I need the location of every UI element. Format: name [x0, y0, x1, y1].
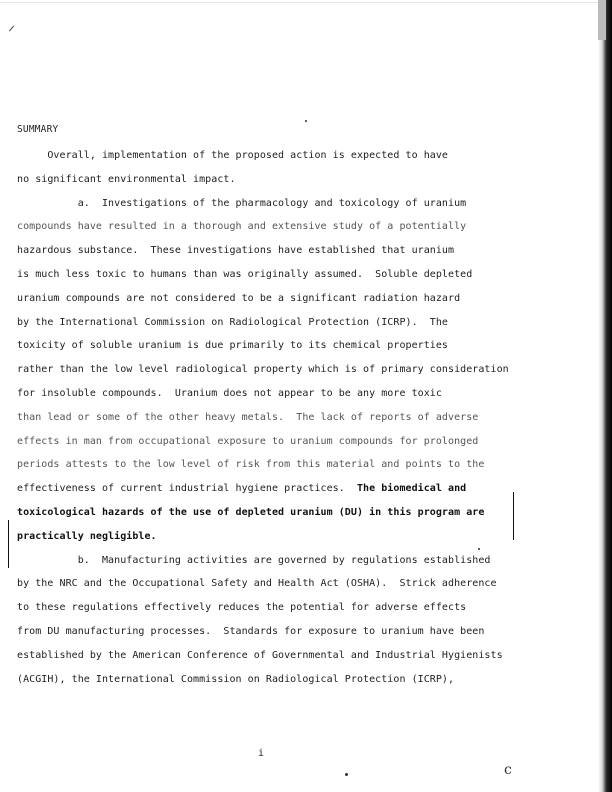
- scan-speck: [478, 548, 480, 550]
- text-line: Overall, implementation of the proposed action is expected to have: [17, 150, 449, 161]
- scan-speck: [305, 120, 307, 122]
- text-line: by the NRC and the Occupational Safety and Health Act (OSHA). Strick adherence: [17, 578, 497, 590]
- scan-edge-shadow: [598, 0, 612, 792]
- text-line: from DU manufacturing processes. Standards for exposure to uranium have been: [17, 626, 485, 637]
- text-line: no significant environmental impact.: [17, 173, 236, 185]
- text-line: effects in man from occupational exposure to uranium compounds for prolonged: [17, 435, 479, 447]
- text-line: practically negligible.: [17, 530, 157, 542]
- text-line: compounds have resulted in a thorough and extensive study of a potentially: [17, 221, 467, 233]
- text-line: a. Investigations of the pharmacology and toxicology of uranium: [17, 197, 467, 209]
- scan-top-rule: [0, 2, 598, 3]
- text-line-plain: effectiveness of current industrial hygiene practices.: [17, 483, 357, 495]
- scan-speck: [345, 773, 348, 776]
- text-line: hazardous substance. These investigations have established that uranium: [17, 245, 455, 257]
- scan-edge-top: [598, 0, 606, 40]
- text-line: rather than the low level radiological property which is of primary consideration: [17, 364, 509, 376]
- margin-bracket-right: [509, 492, 514, 540]
- text-line: toxicological hazards of the use of depleted uranium (DU) in this program are: [17, 507, 485, 518]
- text-line: for insoluble compounds. Uranium does not appear to be any more toxic: [17, 388, 442, 399]
- text-line: toxicity of soluble uranium is due primarily to its chemical properties: [17, 340, 449, 352]
- text-line: by the International Commission on Radiological Protection (ICRP). The: [17, 316, 449, 328]
- text-line: uranium compounds are not considered to be a significant radiation hazard: [17, 292, 461, 304]
- text-line: [17, 483, 466, 494]
- text-line: is much less toxic to humans than was originally assumed. Soluble depleted: [17, 269, 473, 280]
- page-number: i: [258, 748, 265, 759]
- text-line: established by the American Conference of Governmental and Industrial Hygienists: [17, 649, 503, 661]
- margin-bracket-left: [8, 520, 13, 568]
- text-line: to these regulations effectively reduces the potential for adverse effects: [17, 602, 467, 614]
- text-line: (ACGIH), the International Commission on Radiological Protection (ICRP),: [17, 673, 455, 685]
- pen-tick-mark: [9, 25, 14, 31]
- summary-heading: SUMMARY: [17, 124, 59, 135]
- text-line: b. Manufacturing activities are governed by regulations established: [17, 554, 491, 566]
- corner-pen-mark: c: [504, 762, 512, 778]
- text-line-bold: The biomedical and: [356, 483, 467, 495]
- text-line: than lead or some of the other heavy metals. The lack of reports of adverse: [17, 411, 479, 423]
- text-line: periods attests to the low level of risk from this material and points to the: [17, 459, 485, 471]
